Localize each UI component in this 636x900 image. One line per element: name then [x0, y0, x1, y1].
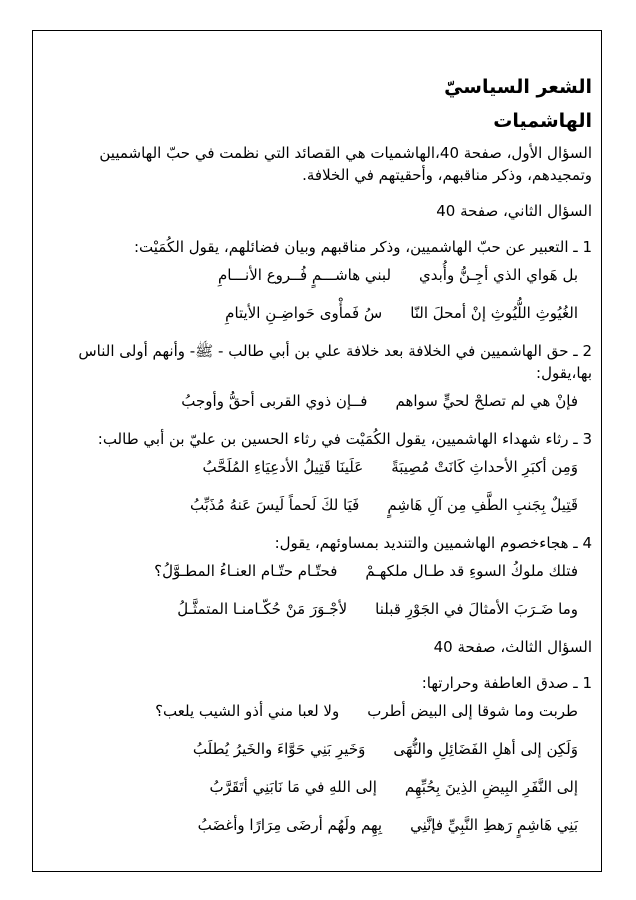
document-body — [44, 60, 592, 852]
verse-hemistich-first: قَتِيلٌ بِجَنبِ الطَّفِ مِن آلِ هَاشِمٍ — [387, 496, 578, 514]
verse-hemistich-second: عَلَينَا قَتِيلُ الأدعِيَاءِ المُلَحَّبُ — [202, 458, 364, 476]
verse-hemistich-second: فــإن ذوي القربى أحقُّ وأوجبُ — [181, 392, 368, 410]
verse-hemistich-first: وما ضَـرَبَ الأمثالَ في الجَوْرِ قبلنا — [375, 600, 578, 618]
page-title: الشعر السياسيّ — [444, 76, 592, 98]
verse-hemistich-second: وَخَيرِ بَنِي حَوَّاءَ والخَيرُ يُطلَبُ — [192, 740, 366, 758]
q2-item-2: 2 ـ حق الهاشميين في الخلافة بعد خلافة علي بن أبي طالب - ﷺ- وأنهم أولى الناس بها،يقول: — [78, 342, 592, 382]
verse-hemistich-second: فحتّـام حتّـام العنـاءُ المطـوَّلُ؟ — [154, 562, 338, 580]
verse-hemistich-first: بل هَواي الذي أجِـنُّ وأُبدي — [419, 266, 578, 284]
verse-hemistich-second: سُ فَمأْوى حَواضِـنِ الأيتامِ — [225, 304, 383, 322]
q2-item-3: 3 ـ رثاء شهداء الهاشميين، يقول الكُمَيْت في رثاء الحسين بن عليّ بن أبي طالب: — [97, 430, 592, 448]
verse-hemistich-second: لبني هاشـــمٍ فُــروع الأنـــامِ — [218, 266, 392, 284]
verse-line — [44, 456, 592, 478]
verse-line — [44, 494, 592, 516]
verse-hemistich-first: بَنِي هَاشِمٍ رَهطِ النَّبِيِّ فإنَّنِي — [410, 816, 578, 834]
q2-item-4: 4 ـ هجاءخصوم الهاشميين والتنديد بمساوئهم، يقول: — [274, 534, 592, 552]
verse-hemistich-first: إلى النَّفَرِ البِيضِ الذِينَ بِحُبِّهِم — [404, 778, 578, 796]
verse-hemistich-first: وَلَكِن إلى أهلِ الفَضَائِلِ والنُّهَى — [393, 740, 578, 758]
verse-hemistich-second: فَيَا لكَ لَحماً لَيسَ عَنهُ مُذَبِّبُ — [189, 496, 360, 514]
verse-line — [44, 560, 592, 582]
q2-item-1: 1 ـ التعبير عن حبّ الهاشميين، وذكر مناقبهم وبيان فضائلهم، يقول الكُمَيْت: — [133, 238, 592, 256]
section-title: الهاشميات — [493, 110, 592, 132]
verse-hemistich-first: الغُيُوثِ اللُّيُوثِ إنْ أمحلَ النّا — [410, 304, 578, 322]
verse-line — [44, 738, 592, 760]
verse-line — [44, 302, 592, 324]
verse-hemistich-second: لأجْـوَرَ مَنْ حُكّـامنـا المتمثَّـلُ — [177, 600, 348, 618]
question-2-heading: السؤال الثاني، صفحة 40 — [436, 202, 592, 220]
q3-item-1: 1 ـ صدق العاطفة وحرارتها: — [421, 674, 592, 692]
verse-line — [44, 700, 592, 722]
verse-hemistich-first: فتلك ملوكُ السوءِ قد طـال ملكهـمْ — [365, 562, 578, 580]
verse-hemistich-second: إلى اللهِ في مَا نَابَنِي أتَقَرَّبُ — [209, 778, 377, 796]
verse-line — [44, 390, 592, 412]
verse-hemistich-second: بِهِم ولَهُم أرضَى مِرَارًا وأغضَبُ — [197, 816, 383, 834]
verse-line — [44, 814, 592, 836]
verse-hemistich-first: طربت وما شوقا إلى البيض أطرب — [367, 702, 578, 720]
verse-line — [44, 598, 592, 620]
verse-line — [44, 776, 592, 798]
question-1-text: السؤال الأول، صفحة 40،الهاشميات هي القصائد التي نظمت في حبّ الهاشميين وتمجيدهم، وذكر مناقبهم، وأحقيتهم في الخلافة. — [99, 144, 592, 184]
verse-hemistich-second: ولا لعبا مني أذو الشيب يلعب؟ — [155, 702, 340, 720]
verse-hemistich-first: وَمِن أكبَرِ الأحداثِ كَانَتْ مُصِيبَةً — [391, 458, 578, 476]
verse-line — [44, 264, 592, 286]
verse-hemistich-first: فإنْ هي لم تصلحْ لحيٍّ سواهم — [395, 392, 578, 410]
question-3-heading: السؤال الثالث، صفحة 40 — [433, 638, 592, 656]
